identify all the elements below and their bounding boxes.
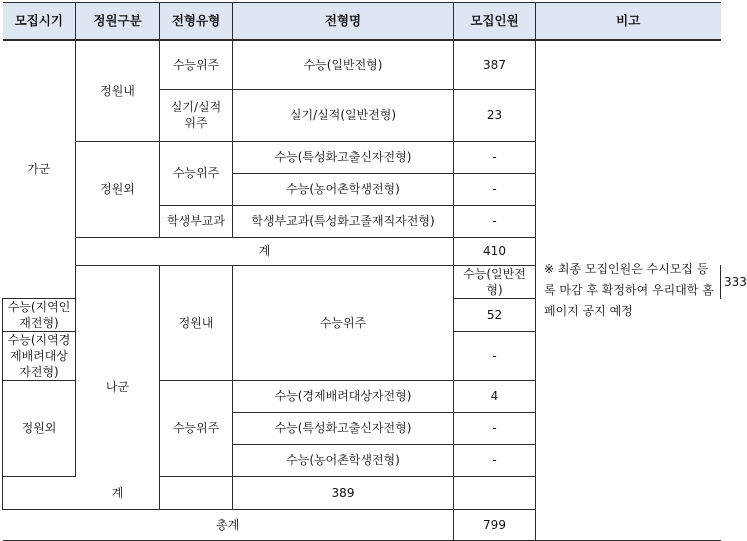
total-label: 총계 xyxy=(3,509,454,540)
admission-name: 실기/실적(일반전형) xyxy=(233,89,454,141)
header-period: 모집시기 xyxy=(3,3,76,41)
admission-count: 23 xyxy=(454,89,536,141)
admission-name: 수능(특성화고출신자전형) xyxy=(233,141,454,173)
admission-count: - xyxy=(454,444,536,476)
type-csat: 수능위주 xyxy=(160,380,233,476)
admission-name: 수능(지역인재전형) xyxy=(3,298,76,331)
quota-in: 정원내 xyxy=(160,265,233,380)
subtotal-value: 389 xyxy=(233,476,454,509)
type-csat: 수능위주 xyxy=(160,141,233,205)
subtotal-label: 계 xyxy=(76,237,454,265)
period-na: 나군 xyxy=(76,265,160,509)
type-csat: 수능위주 xyxy=(160,40,233,89)
admission-count: 4 xyxy=(454,380,536,412)
admission-name: 학생부교과(특성화고졸재직자전형) xyxy=(233,205,454,237)
type-practical: 실기/실적 위주 xyxy=(160,89,233,141)
admission-count: - xyxy=(454,412,536,444)
subtotal-label: 계 xyxy=(3,476,233,509)
admission-count: 387 xyxy=(454,40,536,89)
admission-name: 수능(일반전형) xyxy=(454,265,536,298)
header-type: 전형유형 xyxy=(160,3,233,41)
header-note: 비고 xyxy=(536,3,721,41)
header-row xyxy=(3,3,721,41)
admission-count: - xyxy=(454,141,536,173)
period-ga: 가군 xyxy=(3,40,76,298)
subtotal-value: 410 xyxy=(454,237,536,265)
admission-table xyxy=(2,2,747,541)
admission-name: 수능(특성화고출신자전형) xyxy=(233,412,454,444)
header-count: 모집인원 xyxy=(454,3,536,41)
admission-name: 수능(경제배려대상자전형) xyxy=(233,380,454,412)
table-row xyxy=(3,40,721,89)
note-cell: ※ 최종 모집인원은 수시모집 등록 마감 후 확정하여 우리대학 홈페이지 공지 예정 xyxy=(536,40,721,540)
type-school-record: 학생부교과 xyxy=(160,205,233,237)
admission-count: 52 xyxy=(454,298,536,331)
admission-name: 수능(농어촌학생전형) xyxy=(233,444,454,476)
header-name: 전형명 xyxy=(233,3,454,41)
header-quota: 정원구분 xyxy=(76,3,160,41)
quota-out: 정원외 xyxy=(3,380,76,476)
admission-name: 수능(지역경제배려대상자전형) xyxy=(3,331,76,380)
admission-name: 수능(일반전형) xyxy=(233,40,454,89)
admission-count: - xyxy=(454,205,536,237)
total-value: 799 xyxy=(454,509,536,540)
quota-in: 정원내 xyxy=(76,40,160,141)
admission-count: - xyxy=(454,331,536,380)
quota-out: 정원외 xyxy=(76,141,160,237)
type-csat: 수능위주 xyxy=(233,265,454,380)
admission-name: 수능(농어촌학생전형) xyxy=(233,173,454,205)
table-row: 나군 정원내 수능위주 수능(일반전형) 333 xyxy=(3,265,721,298)
admission-count: - xyxy=(454,173,536,205)
